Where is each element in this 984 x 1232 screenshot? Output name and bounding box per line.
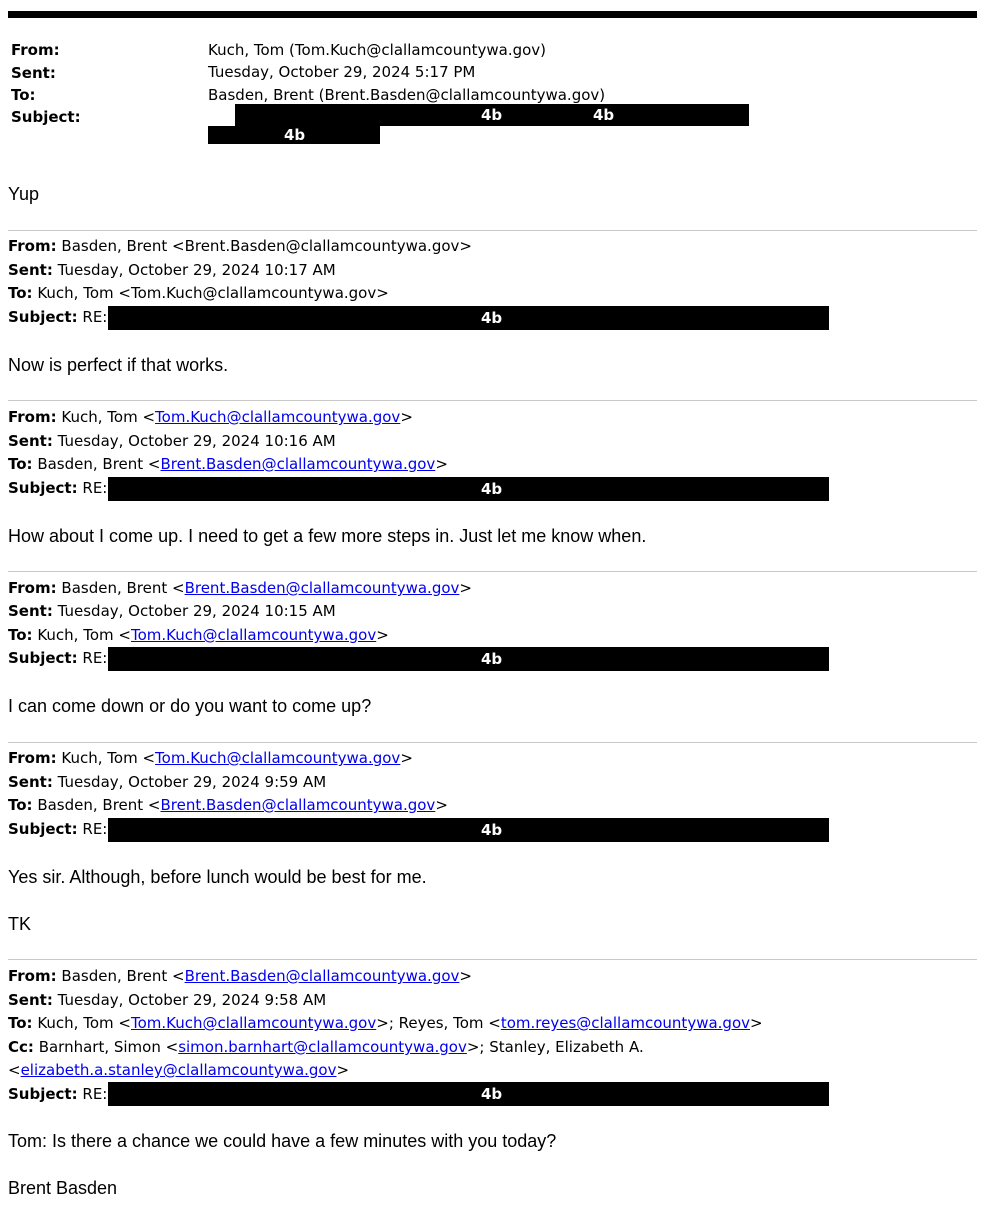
redaction-code: 4b: [284, 126, 306, 144]
subject-label: Subject:: [8, 1085, 78, 1103]
subject-redaction: [108, 818, 829, 842]
message-body: Yup: [8, 184, 40, 204]
message-body: How about I come up. I need to get a few more steps in. Just let me know when.: [8, 526, 647, 546]
sent-value: Tuesday, October 29, 2024 9:58 AM: [57, 991, 327, 1009]
to-label: To:: [8, 284, 33, 302]
message-header-from: [8, 965, 472, 989]
message-header-from: [8, 406, 413, 430]
from-name: Kuch, Tom <: [61, 408, 156, 426]
bracket: >: [376, 626, 389, 644]
from-name: Basden, Brent <: [61, 237, 185, 255]
sent-value: Tuesday, October 29, 2024 10:16 AM: [57, 432, 336, 450]
to-label: To:: [8, 455, 33, 473]
message-header-from: [8, 577, 472, 601]
subject-prefix: RE:: [82, 479, 108, 497]
to-email-link[interactable]: Tom.Kuch@clallamcountywa.gov: [130, 626, 377, 644]
bracket: >: [435, 796, 448, 814]
to-name: Basden, Brent <: [37, 796, 161, 814]
subject-redaction: [235, 104, 749, 126]
redaction-code: 4b: [481, 309, 503, 327]
from-email-link[interactable]: Brent.Basden@clallamcountywa.gov: [184, 967, 460, 985]
sent-label: Sent:: [8, 773, 53, 791]
subject-prefix: RE:: [82, 1085, 108, 1103]
redaction-code: 4b: [593, 106, 615, 124]
from-label: From:: [8, 408, 57, 426]
bracket: >: [400, 408, 413, 426]
to-name: Kuch, Tom <: [37, 626, 131, 644]
bracket: >: [400, 749, 413, 767]
to2-email-link[interactable]: tom.reyes@clallamcountywa.gov: [500, 1014, 750, 1032]
from-label: From:: [8, 237, 57, 255]
message-header-from: [8, 747, 413, 771]
to-email-link[interactable]: Brent.Basden@clallamcountywa.gov: [160, 455, 436, 473]
separator: >; Stanley, Elizabeth A.: [466, 1038, 644, 1056]
subject-redaction: [108, 306, 829, 330]
sent-value: Tuesday, October 29, 2024 5:17 PM: [208, 63, 476, 81]
bracket: >: [750, 1014, 763, 1032]
sent-value: Tuesday, October 29, 2024 9:59 AM: [57, 773, 327, 791]
sent-label: Sent:: [8, 991, 53, 1009]
redaction-code: 4b: [481, 821, 503, 839]
from-email-link[interactable]: Brent.Basden@clallamcountywa.gov: [184, 579, 460, 597]
from-name: Kuch, Tom <: [61, 749, 156, 767]
message-signature: TK: [8, 914, 32, 934]
sent-label: Sent:: [8, 432, 53, 450]
from-email-link[interactable]: Tom.Kuch@clallamcountywa.gov: [155, 749, 401, 767]
to-label: To:: [11, 86, 36, 104]
from-name: Basden, Brent <: [61, 579, 185, 597]
subject-label: Subject:: [8, 308, 78, 326]
sent-label: Sent:: [8, 602, 53, 620]
subject-redaction: [208, 126, 380, 144]
message-header-from: [8, 235, 472, 259]
message-header-to: [8, 282, 389, 306]
subject-redaction: [108, 647, 829, 671]
bracket: >: [459, 579, 472, 597]
message-body: Tom: Is there a chance we could have a few minutes with you today?: [8, 1131, 557, 1151]
message-header-sent: [8, 259, 336, 283]
message-signature: Brent Basden: [8, 1178, 118, 1198]
message-body: Now is perfect if that works.: [8, 355, 229, 375]
subject-label: Subject:: [8, 820, 78, 838]
message-header-to: [8, 1012, 763, 1036]
subject-label: Subject:: [8, 649, 78, 667]
from-email-link[interactable]: Tom.Kuch@clallamcountywa.gov: [155, 408, 401, 426]
divider: [8, 230, 977, 231]
subject-label: Subject:: [8, 479, 78, 497]
to-label: To:: [8, 1014, 33, 1032]
message-header-sent: [8, 771, 326, 795]
redaction-code: 4b: [481, 106, 503, 124]
sent-value: Tuesday, October 29, 2024 10:15 AM: [57, 602, 336, 620]
sent-value: Tuesday, October 29, 2024 10:17 AM: [57, 261, 336, 279]
message-header-sent: [8, 989, 326, 1013]
redaction-code: 4b: [481, 1085, 503, 1103]
sent-label: Sent:: [11, 64, 56, 82]
from-value: Kuch, Tom (Tom.Kuch@clallamcountywa.gov): [208, 41, 547, 59]
to-email: Tom.Kuch@clallamcountywa.gov: [130, 284, 377, 302]
message-header-subject: [8, 1083, 107, 1107]
bracket: >: [459, 237, 472, 255]
to-label: To:: [8, 796, 33, 814]
bracket: >: [459, 967, 472, 985]
message-header-to: [8, 624, 389, 648]
subject-redaction: [108, 1082, 829, 1106]
to-email-link[interactable]: Tom.Kuch@clallamcountywa.gov: [130, 1014, 377, 1032]
from-label: From:: [8, 579, 57, 597]
message-header-cc: [8, 1036, 644, 1060]
message-body: Yes sir. Although, before lunch would be best for me.: [8, 867, 427, 887]
to-label: To:: [8, 626, 33, 644]
separator: >; Reyes, Tom <: [376, 1014, 501, 1032]
message-header-cc-continued: [8, 1059, 349, 1083]
sent-label: Sent:: [8, 261, 53, 279]
message-header-subject: [8, 306, 107, 330]
subject-prefix: RE:: [82, 820, 108, 838]
cc-name: Barnhart, Simon <: [38, 1038, 179, 1056]
top-rule: [8, 11, 977, 18]
to-name: Kuch, Tom <: [37, 284, 131, 302]
divider: [8, 571, 977, 572]
redaction-code: 4b: [481, 650, 503, 668]
subject-prefix: RE:: [82, 308, 108, 326]
cc2-email-link[interactable]: elizabeth.a.stanley@clallamcountywa.gov: [20, 1061, 337, 1079]
to-email-link[interactable]: Brent.Basden@clallamcountywa.gov: [160, 796, 436, 814]
subject-label: Subject:: [11, 108, 81, 126]
divider: [8, 959, 977, 960]
message-header-subject: [8, 818, 107, 842]
to-name: Basden, Brent <: [37, 455, 161, 473]
bracket: >: [336, 1061, 350, 1079]
message-header-to: [8, 453, 448, 477]
message-header-subject: [8, 477, 107, 501]
from-label: From:: [11, 41, 60, 59]
redaction-code: 4b: [481, 480, 503, 498]
cc-label: Cc:: [8, 1038, 34, 1056]
message-body: I can come down or do you want to come up?: [8, 696, 372, 716]
subject-redaction: [108, 477, 829, 501]
bracket: >: [435, 455, 448, 473]
message-header-subject: [8, 647, 107, 671]
from-email: Brent.Basden@clallamcountywa.gov: [184, 237, 460, 255]
bracket: >: [376, 284, 389, 302]
subject-prefix: RE:: [82, 649, 108, 667]
message-header-to: [8, 794, 448, 818]
bracket: <: [8, 1061, 21, 1079]
cc-email-link[interactable]: simon.barnhart@clallamcountywa.gov: [178, 1038, 467, 1056]
from-label: From:: [8, 749, 57, 767]
to-name: Kuch, Tom <: [37, 1014, 131, 1032]
message-header-sent: [8, 600, 336, 624]
from-label: From:: [8, 967, 57, 985]
divider: [8, 742, 977, 743]
message-header-sent: [8, 430, 336, 454]
from-name: Basden, Brent <: [61, 967, 185, 985]
divider: [8, 400, 977, 401]
to-value: Basden, Brent (Brent.Basden@clallamcountywa.gov): [208, 86, 606, 104]
